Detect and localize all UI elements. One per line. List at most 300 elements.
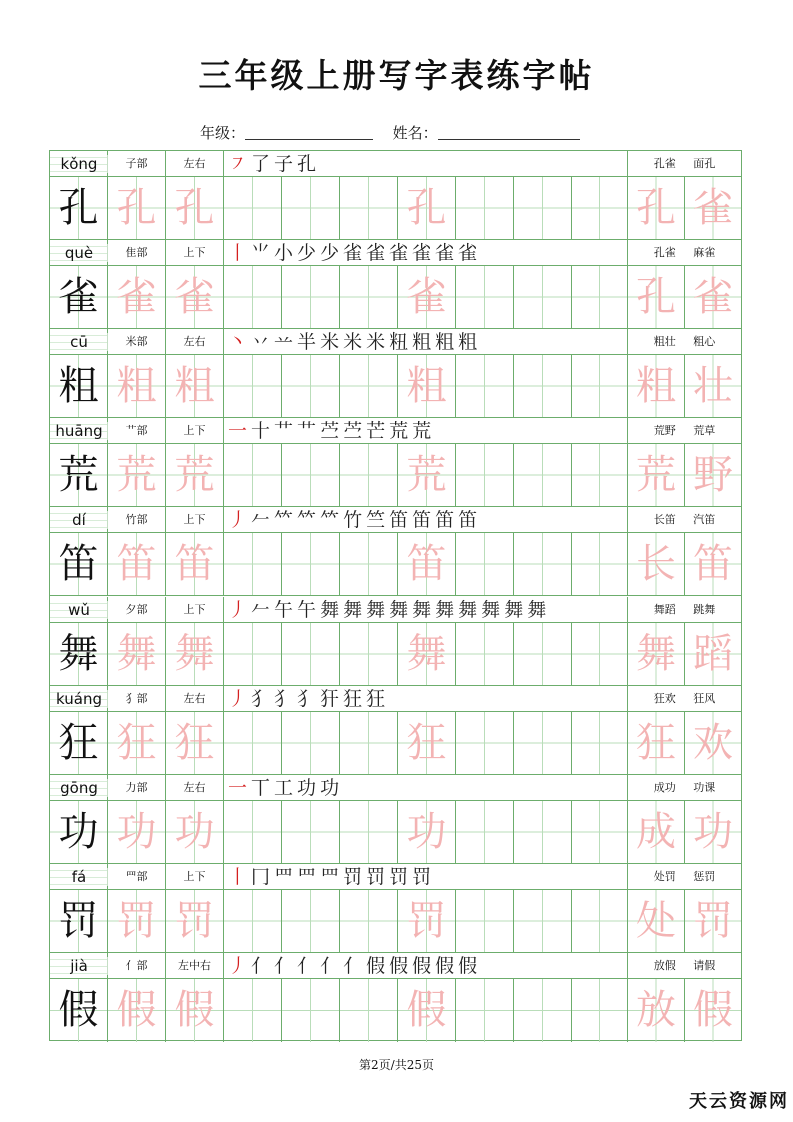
page-title: 三年级上册写字表练字帖 [198, 56, 595, 95]
writing-box[interactable] [456, 266, 514, 329]
radical: 子部 [108, 151, 166, 177]
stroke-step: 舞 [458, 598, 478, 621]
stroke-step: 罚 [366, 865, 386, 888]
stroke-step: 𥫗 [297, 509, 317, 532]
stroke-step: 丅 [251, 776, 271, 799]
example-words: 孔雀 麻雀 [653, 246, 716, 260]
example-words: 狂欢 狂风 [653, 691, 716, 705]
writing-box [166, 623, 224, 686]
writing-box [108, 444, 166, 507]
writing-box [685, 801, 741, 864]
example-words: 成功 功课 [653, 780, 716, 794]
writing-box [50, 355, 108, 418]
writing-box [166, 890, 224, 953]
structure: 左中右 [166, 953, 224, 979]
practice-entry [50, 418, 741, 507]
stroke-step: 假 [412, 954, 432, 977]
word-character: 长 [636, 541, 676, 588]
writing-box [398, 712, 456, 775]
writing-box [166, 979, 224, 1042]
writing-box[interactable] [282, 266, 340, 329]
stroke-step: 雀 [389, 242, 409, 265]
stroke-step: 狂 [343, 687, 363, 710]
word-character: 孔 [636, 185, 676, 231]
writing-box[interactable] [572, 712, 628, 775]
writing-box[interactable] [340, 355, 398, 418]
example-words: 粗壮 粗心 [653, 335, 716, 349]
word-character: 功 [693, 808, 733, 855]
writing-box[interactable] [572, 444, 628, 507]
writing-box [50, 266, 108, 329]
trace-character: 狂 [174, 719, 215, 766]
writing-box [50, 979, 108, 1042]
entry-header [50, 864, 741, 890]
writing-box[interactable] [224, 890, 282, 953]
word-character: 野 [693, 452, 733, 499]
stroke-step: 竺 [366, 509, 386, 532]
stroke-step: 假 [366, 954, 386, 977]
stroke-step: 丿 [228, 954, 248, 977]
trace-character: 孔 [406, 185, 447, 231]
pinyin-cell [50, 597, 108, 623]
pinyin: huāng [50, 422, 108, 440]
stroke-step: 竹 [343, 509, 363, 532]
trace-character: 假 [174, 986, 215, 1033]
writing-box [685, 266, 741, 329]
word-character: 狂 [636, 719, 676, 766]
stroke-step: 午 [274, 598, 294, 621]
trace-character: 荒 [406, 452, 447, 499]
stroke-step: 丨 [228, 242, 248, 265]
stroke-step: 粗 [458, 331, 478, 354]
writing-box[interactable] [572, 177, 628, 240]
stroke-step: 少 [297, 242, 317, 265]
stroke-step: 舞 [320, 598, 340, 621]
entry-header [50, 953, 741, 979]
practice-entry [50, 864, 741, 953]
trace-character: 雀 [116, 274, 157, 321]
structure: 上下 [166, 240, 224, 266]
practice-entry [50, 686, 741, 775]
writing-box[interactable] [224, 979, 282, 1042]
trace-character: 罚 [116, 897, 157, 944]
practice-entry [50, 507, 741, 596]
stroke-step: 犭 [297, 687, 317, 710]
writing-box[interactable] [456, 444, 514, 507]
pinyin: què [50, 244, 108, 262]
writing-box[interactable] [282, 801, 340, 864]
stroke-step: 苎 [343, 420, 363, 443]
practice-entry [50, 240, 741, 329]
writing-box [685, 890, 741, 953]
writing-box[interactable] [224, 533, 282, 596]
writing-box [166, 177, 224, 240]
writing-box [398, 623, 456, 686]
writing-box [685, 177, 741, 240]
stroke-step: 𠂉 [251, 598, 271, 621]
stroke-step: 米 [366, 331, 386, 354]
stroke-step: 一 [228, 776, 248, 799]
word-character: 雀 [693, 185, 733, 231]
writing-box[interactable] [340, 623, 398, 686]
example-words: 放假 请假 [653, 958, 716, 972]
writing-box [398, 979, 456, 1042]
writing-box[interactable] [340, 266, 398, 329]
stroke-step: 舞 [527, 598, 547, 621]
trace-character: 狂 [406, 719, 447, 766]
stroke-step: ㇇ [228, 153, 248, 175]
writing-box[interactable] [514, 444, 572, 507]
writing-box [50, 533, 108, 596]
writing-box [685, 623, 741, 686]
writing-box[interactable] [572, 979, 628, 1042]
writing-box[interactable] [282, 533, 340, 596]
writing-box[interactable] [514, 266, 572, 329]
stroke-step: 罒 [297, 865, 317, 888]
writing-box [685, 533, 741, 596]
trace-character: 笛 [174, 541, 215, 588]
practice-entry [50, 953, 741, 1042]
practice-entry [50, 151, 741, 240]
writing-box[interactable] [340, 801, 398, 864]
writing-box [50, 444, 108, 507]
writing-box[interactable] [224, 444, 282, 507]
stroke-step: 亻 [297, 954, 317, 977]
writing-box [166, 444, 224, 507]
writing-box [628, 533, 685, 596]
practice-entry [50, 775, 741, 864]
writing-box[interactable] [514, 712, 572, 775]
word-character: 放 [636, 986, 676, 1033]
writing-box[interactable] [224, 177, 282, 240]
page-number: 第2页/共25页 [359, 1058, 434, 1072]
word-character: 舞 [636, 630, 676, 677]
stroke-step: 罚 [343, 865, 363, 888]
writing-box[interactable] [282, 444, 340, 507]
example-words: 荒野 荒草 [653, 424, 716, 438]
entry-header [50, 597, 741, 623]
writing-box [398, 355, 456, 418]
writing-box [50, 890, 108, 953]
writing-box[interactable] [514, 177, 572, 240]
stroke-step: 丿 [228, 598, 248, 621]
trace-character: 假 [116, 986, 157, 1033]
stroke-step: 舞 [366, 598, 386, 621]
stroke-order [224, 329, 628, 355]
trace-character: 雀 [406, 274, 447, 321]
stroke-step: 假 [435, 954, 455, 977]
writing-box[interactable] [282, 712, 340, 775]
writing-box [628, 623, 685, 686]
writing-box [398, 266, 456, 329]
stroke-step: 少 [320, 242, 340, 265]
trace-character: 粗 [174, 363, 215, 410]
structure: 上下 [166, 864, 224, 890]
writing-box [628, 355, 685, 418]
stroke-step: 丨 [228, 865, 248, 888]
stroke-step: 亻 [251, 954, 271, 977]
radical: 力部 [108, 775, 166, 801]
word-character: 蹈 [693, 630, 733, 677]
stroke-step: 假 [389, 954, 409, 977]
writing-box[interactable] [224, 266, 282, 329]
writing-box[interactable] [282, 979, 340, 1042]
stroke-step: 十 [251, 420, 271, 443]
stroke-order [224, 507, 628, 533]
name-blank [438, 125, 580, 140]
writing-box[interactable] [514, 801, 572, 864]
model-character: 舞 [58, 630, 99, 677]
example-words: 舞蹈 跳舞 [653, 602, 716, 616]
stroke-order [224, 864, 628, 890]
writing-box [50, 623, 108, 686]
pinyin: cū [50, 333, 108, 351]
grade-blank [245, 125, 373, 140]
writing-box [108, 979, 166, 1042]
grade-label: 年级： [200, 124, 246, 142]
writing-box[interactable] [456, 890, 514, 953]
word-character: 粗 [636, 363, 676, 410]
writing-box[interactable] [456, 533, 514, 596]
stroke-step: 粈 [389, 331, 409, 354]
stroke-step: 亻 [274, 954, 294, 977]
writing-box [50, 712, 108, 775]
stroke-step: 𠂉 [251, 509, 271, 532]
writing-box [628, 712, 685, 775]
pinyin: dí [50, 511, 108, 529]
writing-box [108, 623, 166, 686]
stroke-order [224, 953, 628, 979]
radical: 隹部 [108, 240, 166, 266]
writing-box[interactable] [340, 177, 398, 240]
writing-box[interactable] [340, 890, 398, 953]
stroke-step: 苎 [320, 420, 340, 443]
stroke-step: 舞 [504, 598, 524, 621]
writing-box [108, 801, 166, 864]
stroke-step: 丿 [228, 687, 248, 710]
word-character: 成 [636, 808, 676, 855]
writing-box[interactable] [340, 444, 398, 507]
writing-box[interactable] [514, 355, 572, 418]
stroke-step: 冂 [251, 865, 271, 888]
writing-box[interactable] [514, 533, 572, 596]
watermark: 天云资源网 [689, 1091, 789, 1112]
writing-box [108, 890, 166, 953]
writing-box[interactable] [456, 801, 514, 864]
trace-character: 罚 [406, 897, 447, 944]
writing-box[interactable] [572, 890, 628, 953]
stroke-step: 雀 [412, 242, 432, 265]
writing-box[interactable] [572, 533, 628, 596]
structure: 左右 [166, 329, 224, 355]
entry-header [50, 686, 741, 712]
trace-character: 孔 [116, 185, 157, 231]
pinyin: wǔ [50, 601, 108, 619]
writing-box [166, 801, 224, 864]
writing-box[interactable] [572, 266, 628, 329]
pinyin: kǒng [50, 155, 108, 173]
trace-character: 粗 [406, 363, 447, 410]
word-character: 处 [636, 897, 676, 944]
model-character: 荒 [58, 452, 99, 499]
writing-box[interactable] [224, 355, 282, 418]
writing-box[interactable] [572, 801, 628, 864]
pinyin-cell [50, 151, 108, 177]
trace-character: 笛 [116, 541, 157, 588]
stroke-step: 犴 [320, 687, 340, 710]
name-label: 姓名： [392, 124, 438, 142]
pinyin-cell [50, 775, 108, 801]
structure: 上下 [166, 507, 224, 533]
stroke-order [224, 240, 628, 266]
stroke-step: 假 [458, 954, 478, 977]
trace-character: 假 [406, 986, 447, 1033]
trace-character: 狂 [116, 719, 157, 766]
radical: 犭部 [108, 686, 166, 712]
writing-box [398, 533, 456, 596]
stroke-step: 犭 [251, 687, 271, 710]
radical: 罒部 [108, 864, 166, 890]
structure: 上下 [166, 418, 224, 444]
word-character: 壮 [693, 363, 733, 410]
entry-header [50, 240, 741, 266]
writing-box[interactable] [456, 979, 514, 1042]
writing-box[interactable] [456, 712, 514, 775]
writing-box [108, 177, 166, 240]
trace-character: 荒 [174, 452, 215, 499]
writing-box[interactable] [282, 890, 340, 953]
pinyin-cell [50, 953, 108, 979]
writing-box[interactable] [340, 979, 398, 1042]
word-character: 欢 [693, 719, 733, 766]
writing-box [398, 177, 456, 240]
stroke-order [224, 151, 628, 177]
writing-box [398, 801, 456, 864]
word-character: 笛 [693, 541, 733, 588]
writing-box [50, 177, 108, 240]
writing-box [166, 266, 224, 329]
entry-header [50, 329, 741, 355]
radical: 艹部 [108, 418, 166, 444]
writing-box[interactable] [514, 979, 572, 1042]
writing-box[interactable] [224, 623, 282, 686]
writing-box[interactable] [282, 623, 340, 686]
stroke-step: 粗 [435, 331, 455, 354]
word-character: 罚 [693, 897, 733, 944]
word-character: 孔 [636, 274, 676, 321]
trace-character: 雀 [174, 274, 215, 321]
stroke-step: 米 [320, 331, 340, 354]
radical: 竹部 [108, 507, 166, 533]
writing-box [108, 266, 166, 329]
trace-character: 功 [406, 808, 447, 855]
example-words: 孔雀 面孔 [653, 157, 716, 170]
writing-box[interactable] [456, 623, 514, 686]
writing-box [108, 533, 166, 596]
trace-character: 舞 [116, 630, 157, 677]
stroke-step: 丶 [228, 331, 248, 354]
writing-box[interactable] [572, 623, 628, 686]
writing-box [685, 444, 741, 507]
writing-box[interactable] [224, 801, 282, 864]
writing-box[interactable] [514, 623, 572, 686]
stroke-step: 舞 [412, 598, 432, 621]
stroke-step: 罚 [389, 865, 409, 888]
writing-box [166, 712, 224, 775]
student-info [200, 122, 580, 143]
word-character: 假 [693, 986, 733, 1033]
stroke-step: 午 [297, 598, 317, 621]
writing-box[interactable] [456, 177, 514, 240]
writing-box [628, 444, 685, 507]
stroke-order [224, 597, 628, 623]
pinyin: kuáng [50, 690, 108, 708]
writing-box[interactable] [340, 533, 398, 596]
word-character: 雀 [693, 274, 733, 321]
trace-character: 粗 [116, 363, 157, 410]
practice-entry [50, 329, 741, 418]
trace-character: 舞 [174, 630, 215, 677]
trace-character: 功 [174, 808, 215, 855]
practice-entry [50, 597, 741, 686]
stroke-step: 笛 [458, 509, 478, 532]
stroke-step: 雀 [343, 242, 363, 265]
stroke-step: 亻 [343, 954, 363, 977]
stroke-step: 笛 [435, 509, 455, 532]
trace-character: 罚 [174, 897, 215, 944]
writing-box [108, 355, 166, 418]
pinyin-cell [50, 686, 108, 712]
pinyin-cell [50, 507, 108, 533]
pinyin-cell [50, 418, 108, 444]
writing-box[interactable] [340, 712, 398, 775]
stroke-step: 舞 [481, 598, 501, 621]
practice-sheet [49, 150, 742, 1041]
pinyin-cell [50, 864, 108, 890]
entry-header [50, 507, 741, 533]
trace-character: 孔 [174, 185, 215, 231]
stroke-step: ⺌ [251, 242, 271, 265]
writing-box [685, 979, 741, 1042]
stroke-step: 艹 [297, 420, 317, 443]
stroke-step: 艹 [274, 420, 294, 443]
writing-box [628, 177, 685, 240]
writing-box [628, 979, 685, 1042]
writing-box [50, 801, 108, 864]
writing-box[interactable] [282, 355, 340, 418]
writing-box[interactable] [282, 177, 340, 240]
trace-character: 荒 [116, 452, 157, 499]
writing-box [628, 801, 685, 864]
stroke-step: 荒 [389, 420, 409, 443]
stroke-step: 雀 [458, 242, 478, 265]
stroke-step: 子 [274, 153, 294, 175]
entry-header [50, 151, 741, 177]
stroke-step: 丷 [251, 331, 271, 354]
stroke-step: 犭 [274, 687, 294, 710]
stroke-step: 罒 [274, 865, 294, 888]
writing-box[interactable] [456, 355, 514, 418]
writing-box[interactable] [572, 355, 628, 418]
writing-box [166, 355, 224, 418]
writing-box[interactable] [224, 712, 282, 775]
pinyin: jià [50, 957, 108, 975]
writing-box[interactable] [514, 890, 572, 953]
stroke-step: 笛 [412, 509, 432, 532]
writing-box [398, 444, 456, 507]
stroke-step: 了 [251, 153, 271, 175]
pinyin-cell [50, 240, 108, 266]
